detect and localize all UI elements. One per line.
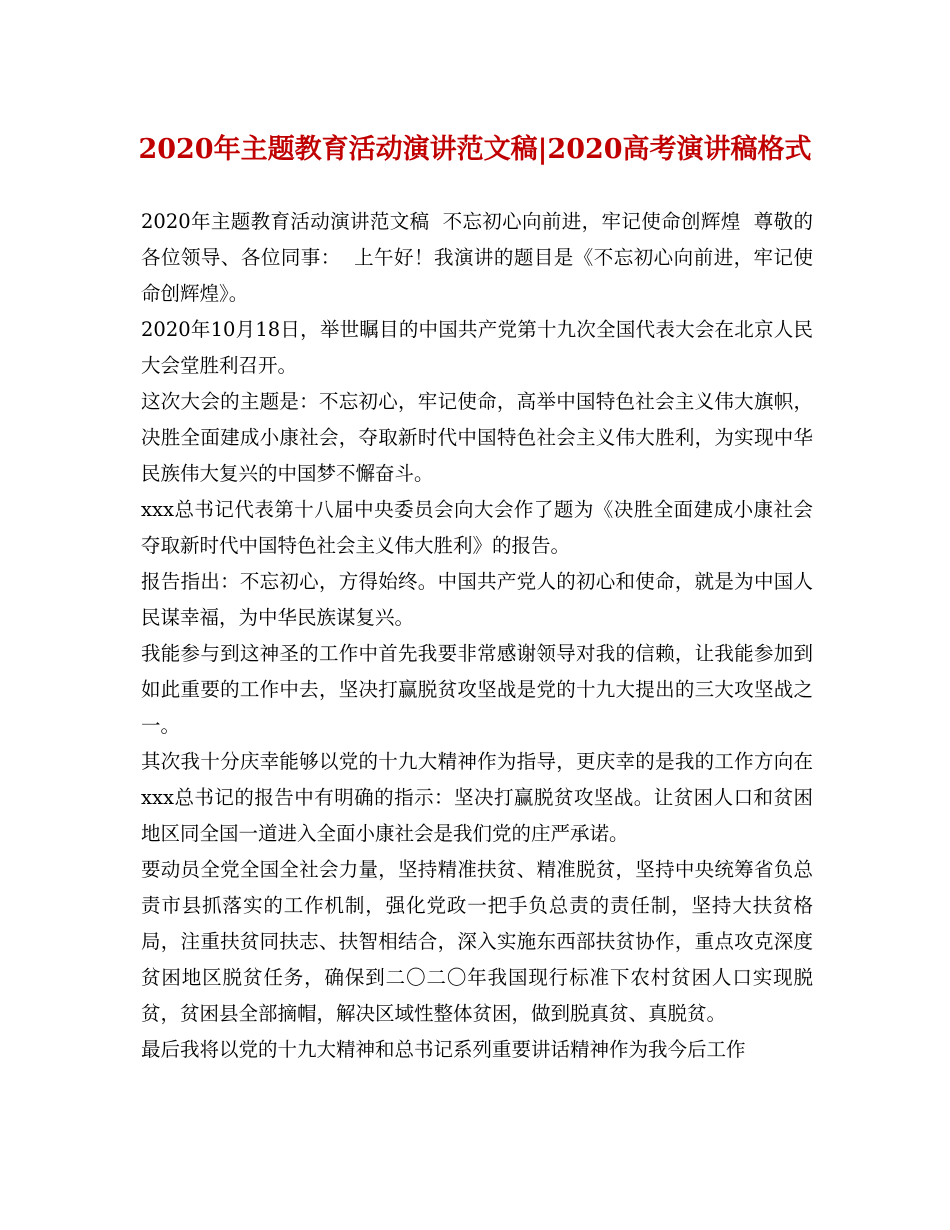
paragraph-5: 报告指出：不忘初心，方得始终。中国共产党人的初心和使命，就是为中国人民谋幸福，为中华民族谋复兴。 bbox=[141, 570, 813, 629]
paragraph-2: 2020年10月18日，举世瞩目的中国共产党第十九次全国代表大会在北京人民大会堂胜利召开。 bbox=[141, 318, 813, 377]
document-title: 2020年主题教育活动演讲范文稿|2020高考演讲稿格式 bbox=[138, 134, 812, 165]
paragraph-9: 最后我将以党的十九大精神和总书记系列重要讲话精神作为我今后工作 bbox=[141, 1038, 746, 1061]
paragraph-4: xxx总书记代表第十八届中央委员会向大会作了题为《决胜全面建成小康社会 夺取新时代中国特色社会主义伟大胜利》的报告。 bbox=[141, 498, 826, 557]
document-body bbox=[141, 204, 826, 1068]
paragraph-6: 我能参与到这神圣的工作中首先我要非常感谢领导对我的信赖，让我能参加到如此重要的工作中去，坚决打赢脱贫攻坚战是党的十九大提出的三大攻坚战之一。 bbox=[141, 642, 813, 737]
paragraph-7: 其次我十分庆幸能够以党的十九大精神作为指导，更庆幸的是我的工作方向在xxx总书记的报告中有明确的指示：坚决打赢脱贫攻坚战。让贫困人口和贫困地区同全国一道进入全面小康社会是我们党的庄严承诺。 bbox=[141, 750, 813, 845]
paragraph-3: 这次大会的主题是：不忘初心，牢记使命，高举中国特色社会主义伟大旗帜，决胜全面建成小康社会，夺取新时代中国特色社会主义伟大胜利，为实现中华民族伟大复兴的中国梦不懈奋斗。 bbox=[141, 390, 813, 485]
paragraph-8: 要动员全党全国全社会力量，坚持精准扶贫、精准脱贫，坚持中央统筹省负总责市县抓落实的工作机制，强化党政一把手负总责的责任制，坚持大扶贫格局，注重扶贫同扶志、扶智相结合，深入实施东西部扶贫协作，重点攻克深度贫困地区脱贫任务，确保到二〇二〇年我国现行标准下农村贫困人口实现脱贫，贫困县全部摘帽，解决区域性整体贫困，做到脱真贫、真脱贫。 bbox=[141, 858, 813, 1025]
paragraph-1: 2020年主题教育活动演讲范文稿 不忘初心向前进，牢记使命创辉煌 尊敬的各位领导、各位同事： 上午好！我演讲的题目是《不忘初心向前进，牢记使命创辉煌》。 bbox=[141, 210, 813, 305]
